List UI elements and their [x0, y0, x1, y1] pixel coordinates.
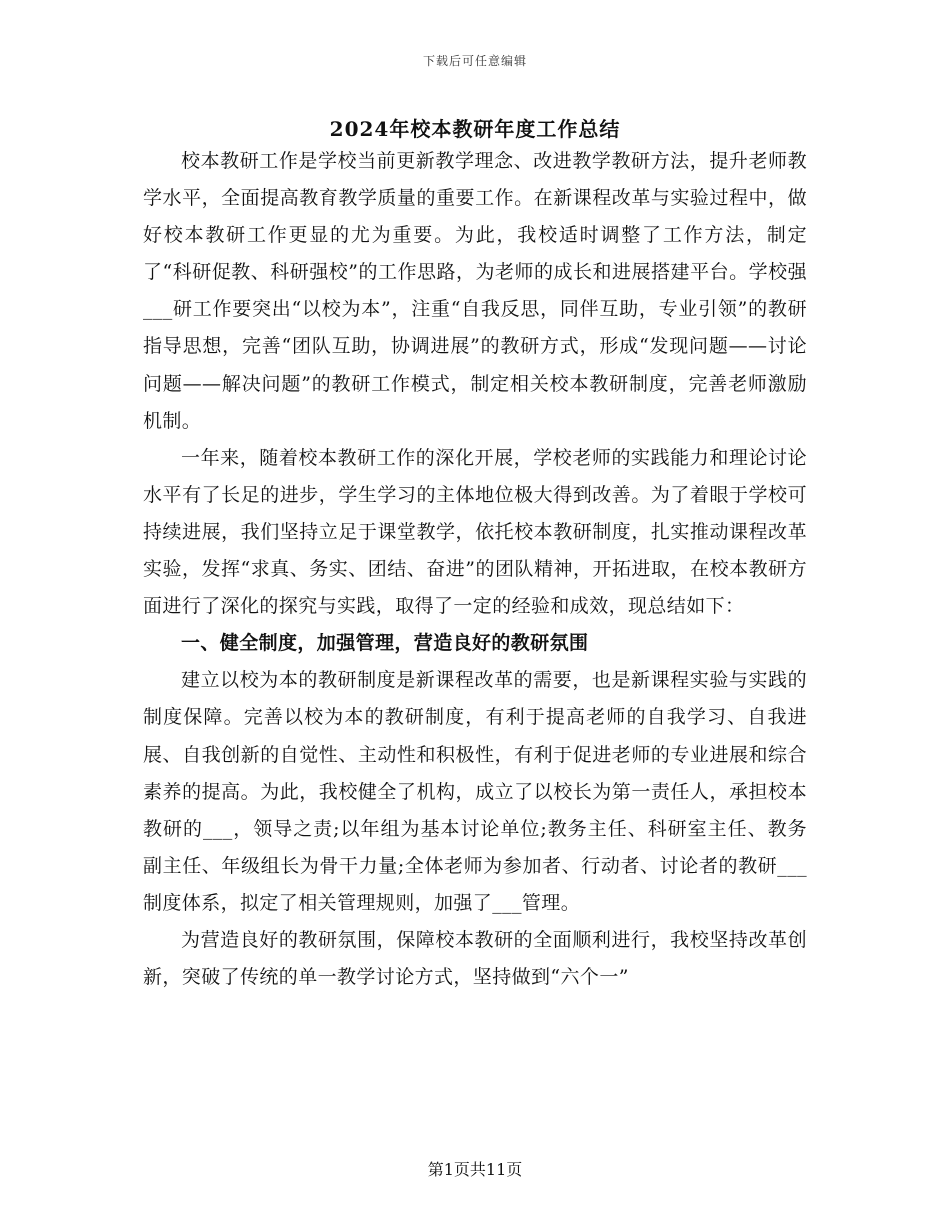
document-body [143, 143, 807, 996]
header-note: 下载后可任意编辑 [422, 54, 527, 68]
paragraph-overview: 一年来，随着校本教研工作的深化开展，学校老师的实践能力和理论讨论水平有了长足的进步，学生学习的主体地位极大得到改善。为了着眼于学校可持续进展，我们坚持立足于课堂教学，依托校本教研制度，扎实推动课程改革实验，发挥“求真、务实、团结、奋进”的团队精神，开拓进取，在校本教研方面进行了深化的探究与实践，取得了一定的经验和成效，现总结如下： [143, 446, 807, 618]
paragraph-intro: 校本教研工作是学校当前更新教学理念、改进教学教研方法，提升老师教学水平，全面提高教育教学质量的重要工作。在新课程改革与实验过程中，做好校本教研工作更显的尤为重要。为此，我校适时调整了工作方法，制定了“科研促教、科研强校”的工作思路，为老师的成长和进展搭建平台。学校强___研工作要突出“以校为本”，注重“自我反思，同伴互助，专业引领”的教研指导思想，完善“团队互助，协调进展”的教研方式，形成“发现问题——讨论问题——解决问题”的教研工作模式，制定相关校本教研制度，完善老师激励机制。 [143, 150, 807, 432]
document-title: 2024年校本教研年度工作总结 [329, 117, 621, 141]
paragraph-system: 建立以校为本的教研制度是新课程改革的需要，也是新课程实验与实践的制度保障。完善以校为本的教研制度，有利于提高老师的自我学习、自我进展、自我创新的自觉性、主动性和积极性，有利于促进老师的专业进展和综合素养的提高。为此，我校健全了机构，成立了以校长为第一责任人，承担校本教研的___，领导之责;以年组为基本讨论单位;教务主任、科研室主任、教务副主任、年级组长为骨干力量;全体老师为参加者、行动者、讨论者的教研___制度体系，拟定了相关管理规则，加强了___管理。 [143, 669, 807, 914]
page-number: 第1页共11页 [427, 1160, 523, 1179]
paragraph-atmosphere: 为营造良好的教研氛围，保障校本教研的全面顺利进行，我校坚持改革创新，突破了传统的单一教学讨论方式，坚持做到“六个一” [143, 928, 807, 989]
section-heading-1: 一、健全制度，加强管理，营造良好的教研氛围 [181, 632, 589, 655]
